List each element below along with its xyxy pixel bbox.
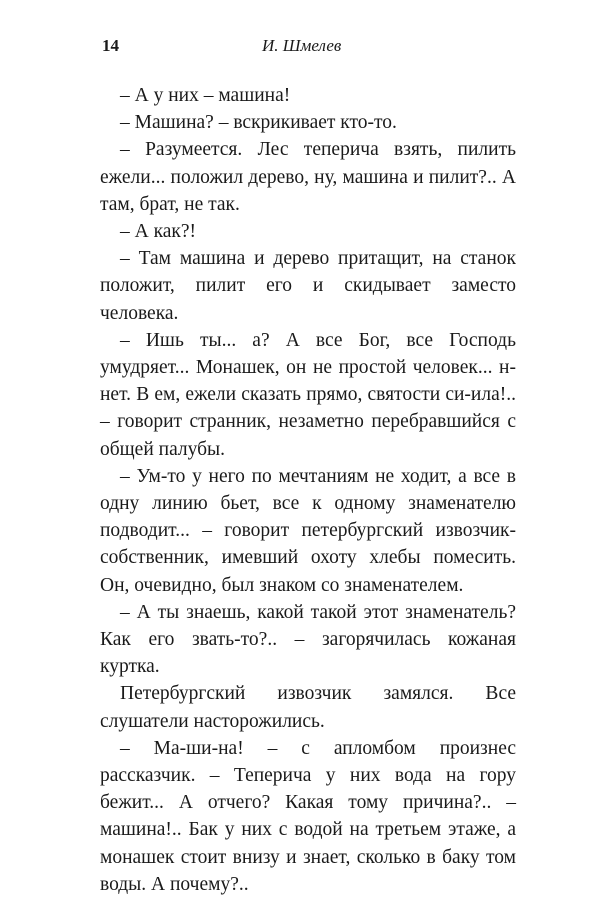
page-number: 14 xyxy=(102,36,119,55)
paragraph: – А как?! xyxy=(120,221,197,243)
paragraph: – А у них – машина! xyxy=(120,85,291,106)
page-header xyxy=(102,36,512,60)
paragraph: – Там машина и дерево притащит, на станок положит, пилит его и скидывает заместо человека. xyxy=(100,248,516,324)
paragraph: – Ум-то у него по мечтаниям не ходит, а все в одну линию бьет, все к одному знаменателю подводит... – говорит петербургский извозчик-собственник, имевший охоту хлебы помесить. Он, очевидно, был знаком со знаменателем. xyxy=(100,465,516,596)
running-head-author: И. Шмелев xyxy=(262,36,342,55)
paragraph: – Ма-ши-на! – с апломбом произнес рассказчик. – Теперича у них вода на гору бежит... А отчего? Какая тому причина?.. – машина!.. Бак у них с водой на третьем этаже, а монашек стоит внизу и знает, сколько в баку том воды. А почему?.. xyxy=(100,737,516,895)
paragraph: Петербургский извозчик замялся. Все слушатели насторожились. xyxy=(100,683,516,732)
body-text xyxy=(100,82,516,898)
paragraph: – Машина? – вскрикивает кто-то. xyxy=(120,112,397,134)
paragraph: – Ишь ты... а? А все Бог, все Господь умудряет... Монашек, он не простой человек... н-нет. В ем, ежели сказать прямо, святости си-ила!.. – говорит странник, незаметно перебравшийся с общей палубы. xyxy=(100,329,516,460)
paragraph: – А ты знаешь, какой такой этот знаменатель? Как его звать-то?.. – загорячилась кожаная куртка. xyxy=(100,601,516,678)
paragraph: – Разумеется. Лес теперича взять, пилить ежели... положил дерево, ну, машина и пилит?.. А там, брат, не так. xyxy=(100,139,516,215)
